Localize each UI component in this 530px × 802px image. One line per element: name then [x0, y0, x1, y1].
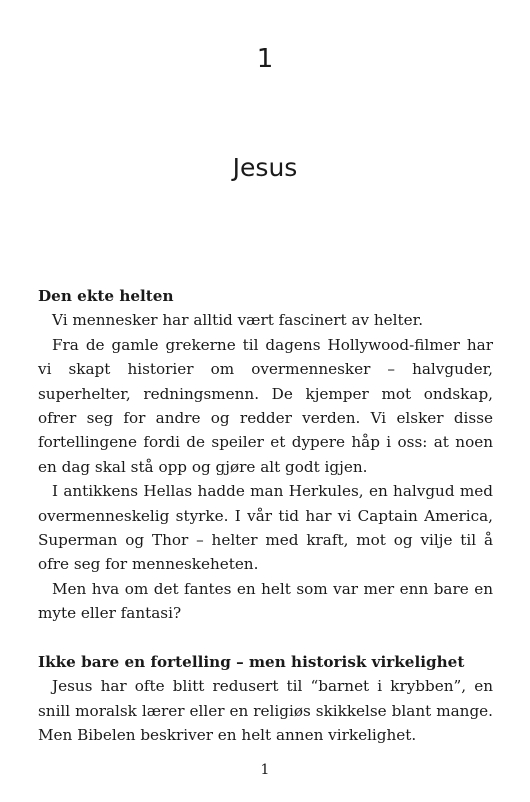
paragraph: Jesus har ofte blitt redusert til “barnet i krybben”, en snill moralsk lærer eller en religiøs skikkelse blant mange. Men Bibelen beskriver en helt annen virkelighet. [38, 677, 493, 745]
section [38, 650, 493, 748]
section-spacer [38, 626, 493, 650]
chapter-body [38, 284, 493, 748]
section [38, 284, 493, 626]
paragraph: Vi mennesker har alltid vært fascinert av helter. [52, 311, 424, 330]
chapter-number: 1 [256, 44, 274, 74]
paragraph: Men hva om det fantes en helt som var mer enn bare en myte eller fantasi? [38, 579, 493, 623]
section-heading: Den ekte helten [38, 287, 174, 305]
page-number: 1 [260, 762, 270, 778]
paragraph: Fra de gamle grekerne til dagens Hollywood-filmer har vi skapt historier om overmennesker – halvguder, superhelter, redningsmenn. De kjemper mot ondskap, ofrer seg for andre og redder verden. Vi elsker disse fortellingene fordi de speiler et dypere håp i oss: at noen en dag skal stå opp og gjøre alt godt igjen. [38, 335, 493, 476]
paragraph: I antikkens Hellas hadde man Herkules, en halvgud med overmenneskelig styrke. I vår tid har vi Captain America, Superman og Thor – helter med kraft, mot og vilje til å ofre seg for menneskeheten. [38, 482, 493, 574]
section-heading: Ikke bare en fortelling – men historisk virkelighet [38, 653, 465, 672]
chapter-title: Jesus [232, 153, 298, 182]
